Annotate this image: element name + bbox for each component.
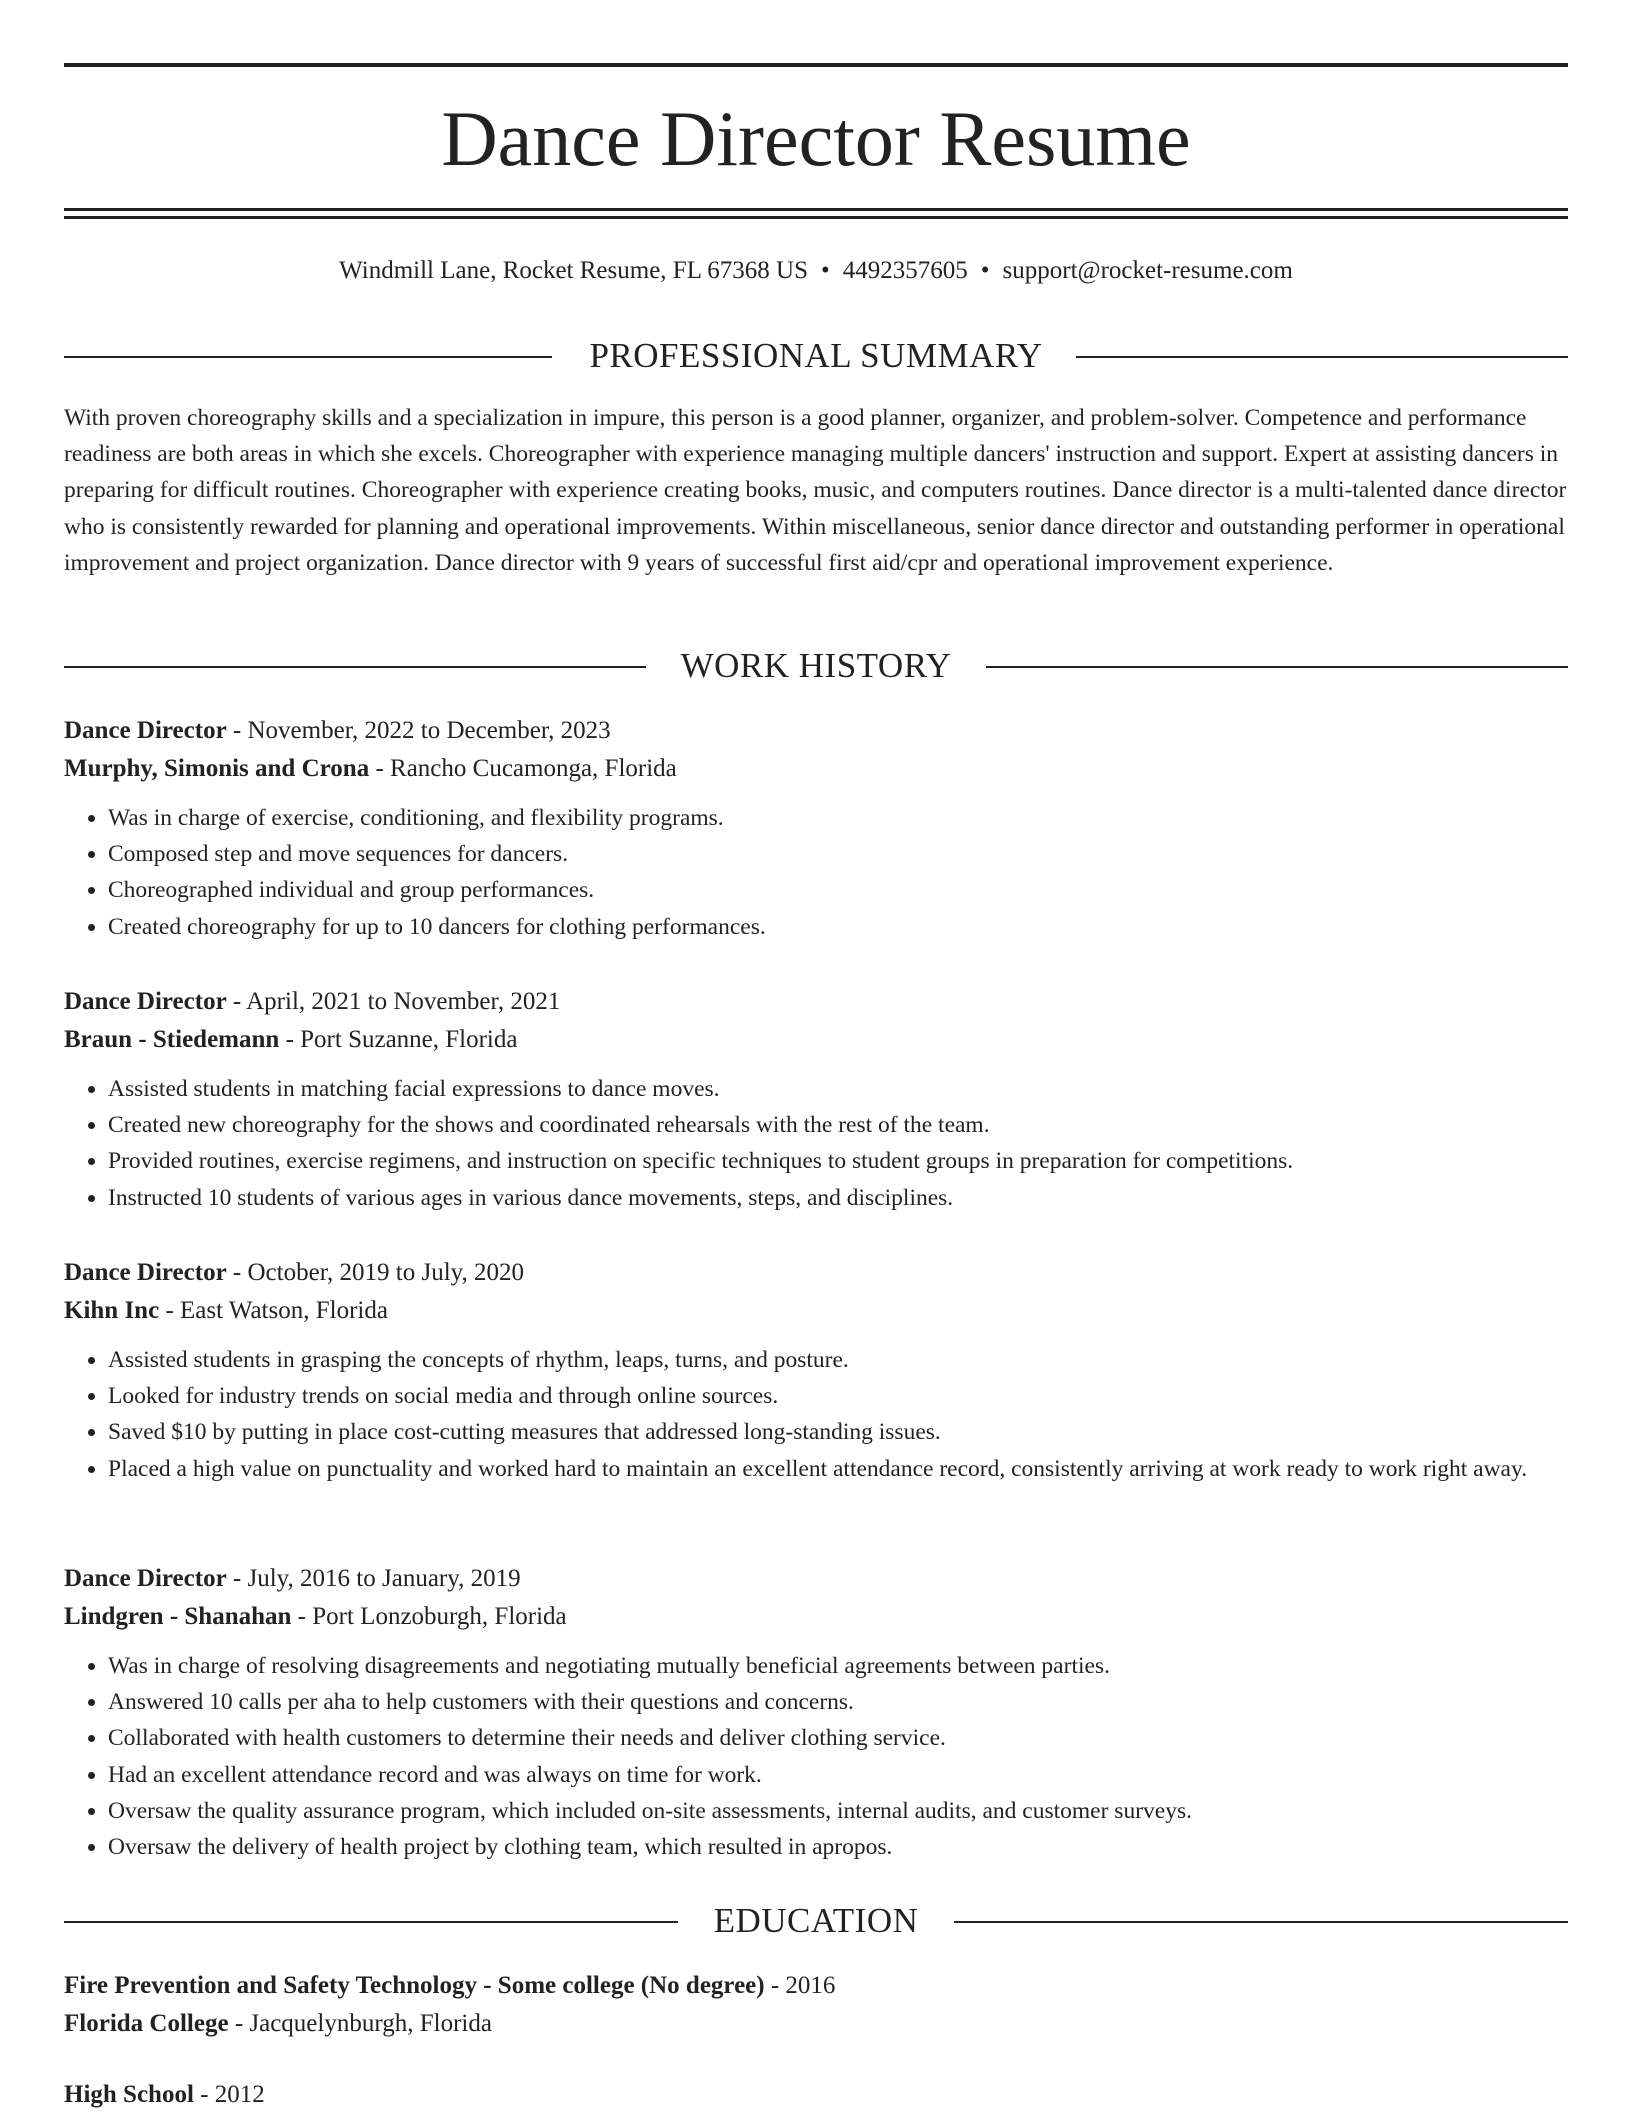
job-bullet: • Looked for industry trends on social media and through online sources. bbox=[108, 1378, 1568, 1414]
education-entry bbox=[64, 2076, 1568, 2114]
job-bullets bbox=[64, 800, 1568, 945]
job-bullet: • Oversaw the quality assurance program, which included on-site assessments, internal audits, and customer surveys. bbox=[108, 1793, 1568, 1829]
contact-phone: 4492357605 bbox=[842, 257, 968, 284]
header-double-rule-upper bbox=[64, 208, 1568, 211]
job-bullet: • Provided routines, exercise regimens, and instruction on specific techniques to student groups in preparation for competitions. bbox=[108, 1143, 1568, 1179]
contact-separator: • bbox=[980, 257, 990, 284]
job-location: - Port Suzanne, Florida bbox=[279, 1026, 518, 1053]
job-location: - East Watson, Florida bbox=[159, 1297, 388, 1324]
job-location: - Port Lonzoburgh, Florida bbox=[291, 1603, 567, 1630]
job-dates: - October, 2019 to July, 2020 bbox=[226, 1259, 525, 1286]
section-heading-work bbox=[64, 646, 1568, 686]
job-bullet: • Had an excellent attendance record and was always on time for work. bbox=[108, 1757, 1568, 1793]
summary-text: With proven choreography skills and a specialization in impure, this person is a good planner, organizer, and problem-solver. Competence and performance readiness are both areas in which she excels. Choreographer with experience managing multiple dancers' instruction and support. Expert at assisting dancers in preparing for difficult routines. Choreographer with experience creating books, music, and computers routines. Dance director is a multi-talented dance director who is consistently rewarded for planning and operational improvements. Within miscellaneous, senior dance director and outstanding performer in operational improvement and project organization. Dance director with 9 years of successful first aid/cpr and operational improvement experience. bbox=[64, 405, 1567, 576]
job-entry bbox=[64, 983, 1568, 1216]
job-entry bbox=[64, 712, 1568, 945]
education-year: - 2012 bbox=[193, 2081, 265, 2108]
job-title: Dance Director bbox=[64, 988, 227, 1015]
education-entry bbox=[64, 1967, 1568, 2043]
contact-line bbox=[64, 254, 1568, 288]
job-company: Braun - Stiedemann bbox=[64, 1026, 280, 1053]
job-bullet: • Instructed 10 students of various ages in various dance movements, steps, and disciplines. bbox=[108, 1180, 1568, 1216]
job-bullet: • Choreographed individual and group performances. bbox=[108, 872, 1568, 908]
job-bullet: • Was in charge of exercise, conditioning, and flexibility programs. bbox=[108, 800, 1568, 836]
job-bullet: • Oversaw the delivery of health project by clothing team, which resulted in apropos. bbox=[108, 1829, 1568, 1865]
job-bullet: • Saved $10 by putting in place cost-cutting measures that addressed long-standing issues. bbox=[108, 1414, 1568, 1450]
job-bullet: • Placed a high value on punctuality and worked hard to maintain an excellent attendance record, consistently arriving at work ready to work right away. bbox=[108, 1451, 1568, 1487]
section-title-work: WORK HISTORY bbox=[649, 646, 984, 685]
job-bullets bbox=[64, 1342, 1568, 1487]
education-degree: Fire Prevention and Safety Technology - Some college (No degree) bbox=[64, 1972, 765, 1999]
job-dates: - November, 2022 to December, 2023 bbox=[226, 717, 611, 744]
job-title: Dance Director bbox=[64, 717, 227, 744]
job-bullet: • Collaborated with health customers to determine their needs and deliver clothing service. bbox=[108, 1720, 1568, 1756]
job-entry bbox=[64, 1254, 1568, 1487]
job-bullets bbox=[64, 1071, 1568, 1216]
job-company: Murphy, Simonis and Crona bbox=[64, 755, 370, 782]
header-double-rule-lower bbox=[64, 216, 1568, 219]
contact-email: support@rocket-resume.com bbox=[1002, 257, 1293, 284]
education-location: - Jacquelynburgh, Florida bbox=[228, 2010, 492, 2037]
job-bullet: • Composed step and move sequences for dancers. bbox=[108, 836, 1568, 872]
job-bullet: • Was in charge of resolving disagreements and negotiating mutually beneficial agreements between parties. bbox=[108, 1648, 1568, 1684]
job-bullet: • Created choreography for up to 10 dancers for clothing performances. bbox=[108, 909, 1568, 945]
resume-title: Dance Director Resume bbox=[441, 95, 1191, 182]
education-year: - 2016 bbox=[764, 1972, 836, 1999]
section-title-summary: PROFESSIONAL SUMMARY bbox=[557, 336, 1074, 375]
job-company: Kihn Inc bbox=[64, 1297, 160, 1324]
job-dates: - April, 2021 to November, 2021 bbox=[226, 988, 561, 1015]
job-dates: - July, 2016 to January, 2019 bbox=[226, 1565, 521, 1592]
education-degree: High School bbox=[64, 2081, 194, 2108]
job-company: Lindgren - Shanahan bbox=[64, 1603, 292, 1630]
contact-address: Windmill Lane, Rocket Resume, FL 67368 US bbox=[339, 257, 809, 284]
contact-separator: • bbox=[821, 257, 830, 284]
job-bullet: • Assisted students in matching facial expressions to dance moves. bbox=[108, 1071, 1568, 1107]
education-school: Florida College bbox=[64, 2010, 229, 2037]
header-top-rule bbox=[64, 63, 1568, 67]
section-title-education: EDUCATION bbox=[682, 1901, 951, 1940]
job-title: Dance Director bbox=[64, 1565, 227, 1592]
job-bullet: • Answered 10 calls per aha to help customers with their questions and concerns. bbox=[108, 1684, 1568, 1720]
section-heading-summary bbox=[64, 336, 1568, 376]
job-bullet: • Created new choreography for the shows and coordinated rehearsals with the rest of the team. bbox=[108, 1107, 1568, 1143]
job-title: Dance Director bbox=[64, 1259, 227, 1286]
job-bullets bbox=[64, 1648, 1568, 1865]
section-heading-education bbox=[64, 1901, 1568, 1941]
job-bullet: • Assisted students in grasping the concepts of rhythm, leaps, turns, and posture. bbox=[108, 1342, 1568, 1378]
job-location: - Rancho Cucamonga, Florida bbox=[369, 755, 677, 782]
job-entry bbox=[64, 1560, 1568, 1865]
